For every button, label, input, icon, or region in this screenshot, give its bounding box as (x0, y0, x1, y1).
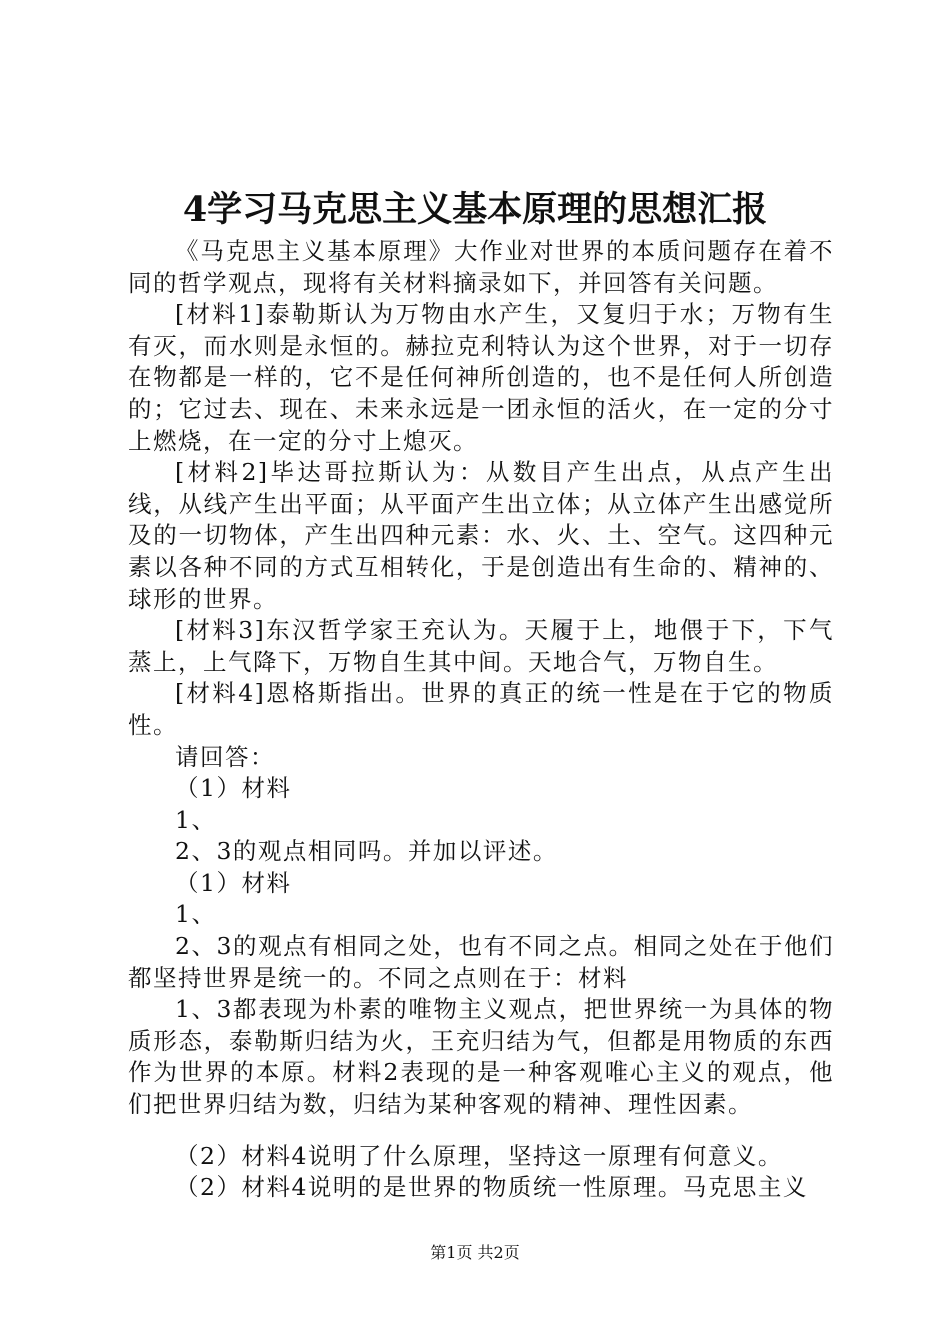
paragraph-question-1-num: 1、 (175, 805, 217, 834)
document-title: 4学习马克思主义基本原理的思想汇报 (182, 189, 768, 230)
paragraph-answer-1-num: 1、 (175, 900, 217, 929)
paragraph-please-answer: 请回答： (175, 742, 275, 771)
paragraph-question-1-text: 2、3的观点相同吗。并加以评述。 (175, 837, 558, 866)
paragraph-material-2: [材料2]毕达哥拉斯认为：从数目产生出点，从点产生出线，从线产生出平面；从平面产生出立体；从立体产生出感觉所及的一切物体，产生出四种元素：水、火、土、空气。这四种元素以各种不同的方式互相转化，于是创造出有生命的、精神的、球形的世界。 (128, 458, 834, 613)
paragraph-material-3: [材料3]东汉哲学家王充认为。天履于上，地偎于下，下气蒸上，上气降下，万物自生其中间。天地合气，万物自生。 (128, 616, 834, 676)
paragraph-answer-1-detail: 1、3都表现为朴素的唯物主义观点，把世界统一为具体的物质形态，泰勒斯归结为火，王充归结为气，但都是用物质的东西作为世界的本原。材料2表现的是一种客观唯心主义的观点，他们把世界归结为数，归结为某种客观的精神、理性因素。 (128, 995, 834, 1119)
paragraph-intro: 《马克思主义基本原理》大作业对世界的本质问题存在着不同的哲学观点，现将有关材料摘录如下，并回答有关问题。 (128, 237, 834, 297)
paragraph-answer-2: （2）材料4说明的是世界的物质统一性原理。马克思主义 (175, 1173, 808, 1202)
paragraph-question-1-label: （1）材料 (175, 774, 292, 803)
paragraph-material-1: [材料1]泰勒斯认为万物由水产生，又复归于水；万物有生有灭，而水则是永恒的。赫拉克利特认为这个世界，对于一切存在物都是一样的，它不是任何神所创造的，也不是任何人所创造的；它过去、现在、未来永远是一团永恒的活火，在一定的分寸上燃烧，在一定的分寸上熄灭。 (128, 300, 834, 455)
paragraph-answer-1-label: （1）材料 (175, 868, 292, 897)
paragraph-answer-1-text: 2、3的观点有相同之处，也有不同之点。相同之处在于他们都坚持世界是统一的。不同之点则在于：材料 (128, 932, 834, 992)
page-footer: 第1页 共2页 (430, 1243, 520, 1262)
document-body (128, 236, 834, 1204)
paragraph-material-4: [材料4]恩格斯指出。世界的真正的统一性是在于它的物质性。 (128, 679, 834, 739)
paragraph-question-2: （2）材料4说明了什么原理，坚持这一原理有何意义。 (175, 1141, 783, 1170)
